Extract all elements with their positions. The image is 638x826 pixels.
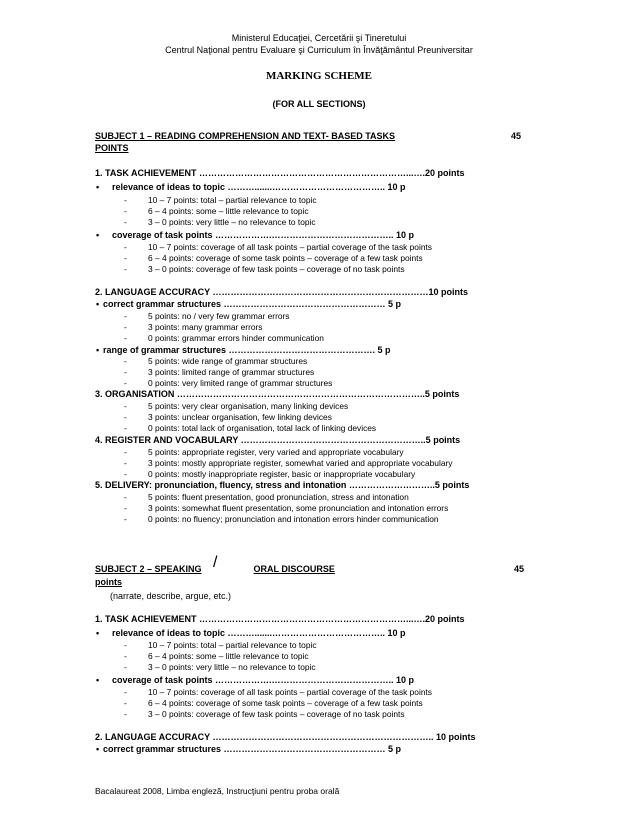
s2-relevance-item: - 3 – 0 points: very little – no relevance to topic [148, 662, 316, 673]
s1-delivery-item: - 5 points: fluent presentation, good pronunciation, stress and intonation [148, 492, 409, 503]
center-name: Centrul Naţional pentru Evaluare şi Curriculum în Învăţământul Preuniversitar [165, 45, 473, 55]
s1-register: 4. REGISTER AND VOCABULARY ……………………………………………………..5 points [95, 435, 461, 445]
s2-coverage-item: - 10 – 7 points: coverage of all task points – partial coverage of the task points [148, 687, 432, 698]
s1-grammar-range-item: - 0 points: very limited range of grammar structures [148, 378, 332, 389]
s1-delivery-item: - 0 points: no fluency; pronunciation and intonation errors hinder communication [148, 514, 439, 525]
s2-relevance-item: - 10 – 7 points: total – partial relevance to topic [148, 640, 317, 651]
s2-task-achievement: 1. TASK ACHIEVEMENT ……………………………………………………………...….20 points [95, 614, 465, 624]
subject2-heading: SUBJECT 2 – SPEAKING ORAL DISCOURSE [95, 564, 335, 574]
subject2-note: (narrate, describe, argue, etc.) [110, 591, 232, 601]
s2-language-accuracy: 2. LANGUAGE ACCURACY ……………………………………………………………….. 10 points [95, 732, 476, 742]
s2-coverage-item: - 3 – 0 points: coverage of few task points – coverage of no task points [148, 709, 405, 720]
s2-grammar-correct: • correct grammar structures ……………………………………………… 5 p [103, 744, 401, 755]
subject2-points-word: points [95, 577, 122, 587]
s1-grammar-correct-item: - 0 points: grammar errors hinder communication [148, 333, 324, 344]
s1-grammar-correct-item: - 3 points: many grammar errors [148, 322, 263, 333]
s1-relevance: • relevance of ideas to topic ……….......……………………………….. 10 p [112, 182, 406, 193]
s1-delivery: 5. DELIVERY: pronunciation, fluency, stress and intonation ………………………..5 points [95, 480, 470, 490]
s1-grammar-range-item: - 5 points: wide range of grammar structures [148, 356, 307, 367]
s2-relevance-item: - 6 – 4 points: some – little relevance to topic [148, 651, 309, 662]
s1-grammar-correct: • correct grammar structures ……………………………………………… 5 p [103, 299, 401, 310]
s1-coverage-item: - 6 – 4 points: coverage of some task points – coverage of a few task points [148, 253, 423, 264]
subject1-heading: SUBJECT 1 – READING COMPREHENSION AND TEXT- BASED TASKS [95, 131, 396, 141]
s1-coverage-item: - 10 – 7 points: coverage of all task points – partial coverage of the task points [148, 242, 432, 253]
subject1-points: 45 [511, 131, 522, 141]
s1-relevance-item: - 6 – 4 points: some – little relevance to topic [148, 206, 309, 217]
s1-task-achievement: 1. TASK ACHIEVEMENT ……………………………………………………………...….20 points [95, 168, 465, 178]
s2-relevance: • relevance of ideas to topic ……….......……………………………….. 10 p [112, 628, 406, 639]
s1-organisation-item: - 5 points: very clear organisation, many linking devices [148, 401, 348, 412]
s1-organisation-item: - 0 points: total lack of organisation, total lack of linking devices [148, 423, 376, 434]
s1-grammar-correct-item: - 5 points: no / very few grammar errors [148, 311, 290, 322]
s1-relevance-item: - 10 – 7 points: total – partial relevance to topic [148, 195, 317, 206]
s1-grammar-range-item: - 3 points: limited range of grammar structures [148, 367, 314, 378]
s1-language-accuracy: 2. LANGUAGE ACCURACY ………………………………………………………………10 points [95, 287, 469, 297]
page-subtitle: (FOR ALL SECTIONS) [272, 99, 366, 109]
s2-coverage: • coverage of task points ……………….………………………………….. 10 p [112, 675, 414, 686]
s1-organisation: 3. ORGANISATION ………………………………………………………………………..5 points [95, 389, 460, 399]
s1-relevance-item: - 3 – 0 points: very little – no relevance to topic [148, 217, 316, 228]
s1-delivery-item: - 3 points: somewhat fluent presentation, some pronunciation and intonation errors [148, 503, 448, 514]
s1-register-item: - 3 points: mostly appropriate register, somewhat varied and appropriate vocabulary [148, 458, 452, 469]
s1-organisation-item: - 3 points: unclear organisation, few linking devices [148, 412, 332, 423]
page-footer: Bacalaureat 2008, Limba engleză, Instrucţiuni pentru proba orală [95, 786, 340, 796]
s1-coverage: • coverage of task points ……………….………………………………….. 10 p [112, 230, 414, 241]
s1-register-item: - 0 points: mostly inappropriate register, basic or inappropriate vocabulary [148, 469, 415, 480]
subject1-points-word: POINTS [95, 143, 129, 153]
s2-coverage-item: - 6 – 4 points: coverage of some task points – coverage of a few task points [148, 698, 423, 709]
s1-grammar-range: • range of grammar structures …………………………………………. 5 p [103, 345, 391, 356]
heading-slash: / [213, 554, 218, 571]
s1-coverage-item: - 3 – 0 points: coverage of few task points – coverage of no task points [148, 264, 405, 275]
page-title: MARKING SCHEME [265, 70, 373, 82]
s1-register-item: - 5 points: appropriate register, very varied and appropriate vocabulary [148, 447, 404, 458]
subject2-points: 45 [514, 564, 525, 574]
ministry-name: Ministerul Educaţiei, Cercetării şi Tineretului [231, 33, 407, 43]
